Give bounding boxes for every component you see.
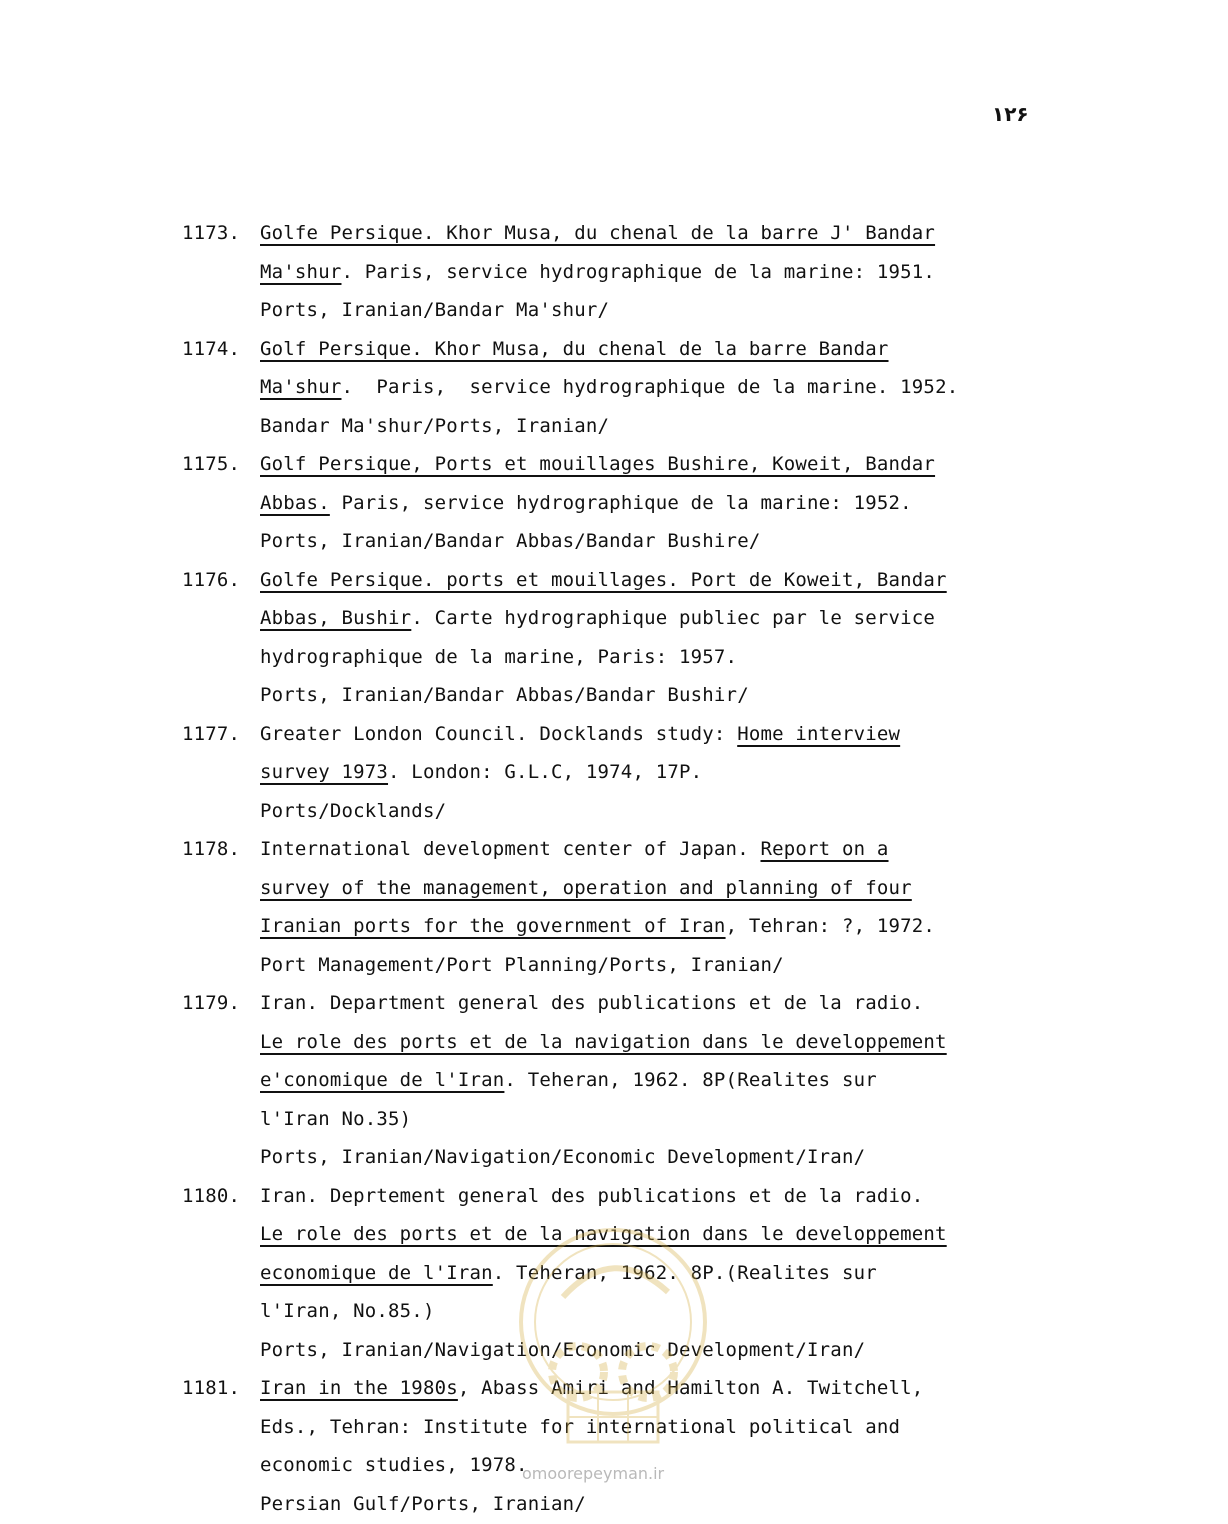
entry-line [260,869,1182,908]
bibliography-entry [182,445,1182,561]
entry-number: 1178. [182,838,241,860]
entry-text-segment: Iran. Department general des publications et de la radio. [260,992,924,1014]
entry-text-segment: Ports/Docklands/ [260,799,447,822]
entry-line [260,368,1182,407]
entry-text-segment: economic studies, 1978. [260,1454,528,1476]
entry-text-segment: Paris, service hydrographique de la marine: 1952. [329,491,912,514]
bibliography-entry [182,330,1182,446]
entry-line [260,1254,1182,1293]
entry-title-segment: e'conomique de l'Iran [260,1069,505,1091]
entry-line [260,792,1182,831]
entry-line [260,484,1182,523]
entry-title-segment: Iranian ports for the government of Iran [260,915,726,937]
entry-line [260,638,1182,677]
bibliography-entry [182,1177,1182,1370]
entry-line [260,522,1182,561]
entry-title-segment: Golfe Persique. ports et mouillages. Port de Koweit, Bandar [260,568,947,591]
entry-title-segment: Iran in the 1980s [260,1377,458,1399]
entry-title-segment: Golf Persique. Khor Musa, du chenal de la barre Bandar [260,337,889,360]
entry-text-segment: Ports, Iranian/Bandar Abbas/Bandar Bushire/ [260,530,761,552]
entry-line [260,907,1182,946]
entry-title-segment: survey of the management, operation and planning of four [260,876,912,899]
entry-line [260,561,1182,600]
watermark-text: omoorepeyman.ir [522,1464,665,1483]
entry-text-segment: . Carte hydrographique publiec par le service [411,607,936,629]
entry-title-segment: Le role des ports et de la navigation dans le developpement [260,1223,947,1245]
entry-line [260,214,1182,253]
entry-number: 1176. [182,568,241,591]
entry-text-segment: Bandar Ma'shur/Ports, Iranian/ [260,414,610,437]
entry-title-segment: Abbas, Bushir [260,607,412,629]
entry-line [260,599,1182,638]
bibliography-list [182,214,1182,1523]
entry-text [260,830,1182,984]
bibliography-entry [182,214,1182,330]
entry-line [260,830,1182,869]
bibliography-entry [182,984,1182,1177]
entry-line [260,1446,1182,1485]
entry-text-segment: Ports, Iranian/Navigation/Economic Development/Iran/ [260,1338,866,1361]
entry-title-segment: Report on a [760,838,889,860]
entry-text-segment: . Teheran, 1962. 8P(Realites sur [504,1069,877,1091]
entry-text-segment: . Teheran, 1962. 8P.(Realites sur [492,1261,877,1284]
entry-text-segment: , Tehran: ?, 1972. [725,915,936,937]
entry-line [260,1023,1182,1062]
entry-text [260,1369,1182,1523]
entry-line [260,1215,1182,1254]
entry-text-segment: l'Iran, No.85.) [260,1300,435,1322]
entry-text-segment: . London: G.L.C, 1974, 17P. [388,761,703,783]
entry-line [260,946,1182,985]
entry-text-segment: Ports, Iranian/Bandar Abbas/Bandar Bushir/ [260,684,749,706]
entry-text [260,445,1182,561]
entry-line [260,1292,1182,1331]
entry-text-segment: Iran. Deprtement general des publications et de la radio. [260,1184,924,1207]
entry-line [260,1485,1182,1524]
entry-title-segment: Golf Persique, Ports et mouillages Bushire, Koweit, Bandar [260,453,936,475]
entry-number: 1177. [182,722,241,745]
entry-line [260,1369,1182,1408]
entry-text-segment: Ports, Iranian/Bandar Ma'shur/ [260,299,610,321]
entry-line [260,1331,1182,1370]
entry-number: 1175. [182,453,241,475]
entry-line [260,984,1182,1023]
entry-number: 1179. [182,992,241,1014]
entry-title-segment: economique de l'Iran [260,1261,493,1284]
entry-text-segment: , Abass Amiri and Hamilton A. Twitchell, [457,1377,924,1399]
entry-number: 1180. [182,1184,241,1207]
entry-text [260,561,1182,715]
entry-line [260,676,1182,715]
entry-text-segment: Greater London Council. Docklands study: [260,722,738,745]
entry-line [260,253,1182,292]
entry-line [260,1408,1182,1447]
entry-line [260,715,1182,754]
entry-text [260,330,1182,446]
entry-line [260,1100,1182,1139]
entry-number: 1174. [182,337,241,360]
entry-title-segment: Abbas. [260,491,330,514]
entry-title-segment: survey 1973 [260,761,389,783]
entry-line [260,1061,1182,1100]
entry-text [260,984,1182,1177]
entry-title-segment: Golfe Persique. Khor Musa, du chenal de la barre J' Bandar [260,222,936,244]
entry-line [260,753,1182,792]
entry-text-segment: . Paris, service hydrographique de la marine. 1952. [341,376,959,398]
entry-number: 1181. [182,1377,241,1399]
bibliography-entry [182,1369,1182,1523]
entry-title-segment: Ma'shur [260,376,342,398]
entry-text-segment: l'Iran No.35) [260,1107,412,1130]
entry-title-segment: Ma'shur [260,260,342,283]
entry-title-segment: Home interview [737,722,901,745]
bibliography-entry [182,715,1182,831]
entry-text-segment: Eds., Tehran: Institute for international political and [260,1415,901,1438]
entry-text-segment: hydrographique de la marine, Paris: 1957. [260,645,738,668]
page-number: ۱۲۶ [992,102,1029,126]
entry-line [260,291,1182,330]
entry-text [260,715,1182,831]
entry-text [260,1177,1182,1370]
entry-text-segment: . Paris, service hydrographique de la marine: 1951. [341,260,936,283]
bibliography-entry [182,830,1182,984]
bibliography-entry [182,561,1182,715]
entry-title-segment: Le role des ports et de la navigation dans le developpement [260,1030,947,1053]
entry-line [260,1177,1182,1216]
entry-line [260,445,1182,484]
entry-text-segment: Ports, Iranian/Navigation/Economic Development/Iran/ [260,1146,866,1168]
entry-text-segment: Persian Gulf/Ports, Iranian/ [260,1492,586,1515]
entry-line [260,330,1182,369]
entry-text-segment: International development center of Japan. [260,838,761,860]
entry-line [260,1138,1182,1177]
entry-number: 1173. [182,222,241,244]
entry-text [260,214,1182,330]
entry-line [260,407,1182,446]
entry-text-segment: Port Management/Port Planning/Ports, Iranian/ [260,953,784,976]
